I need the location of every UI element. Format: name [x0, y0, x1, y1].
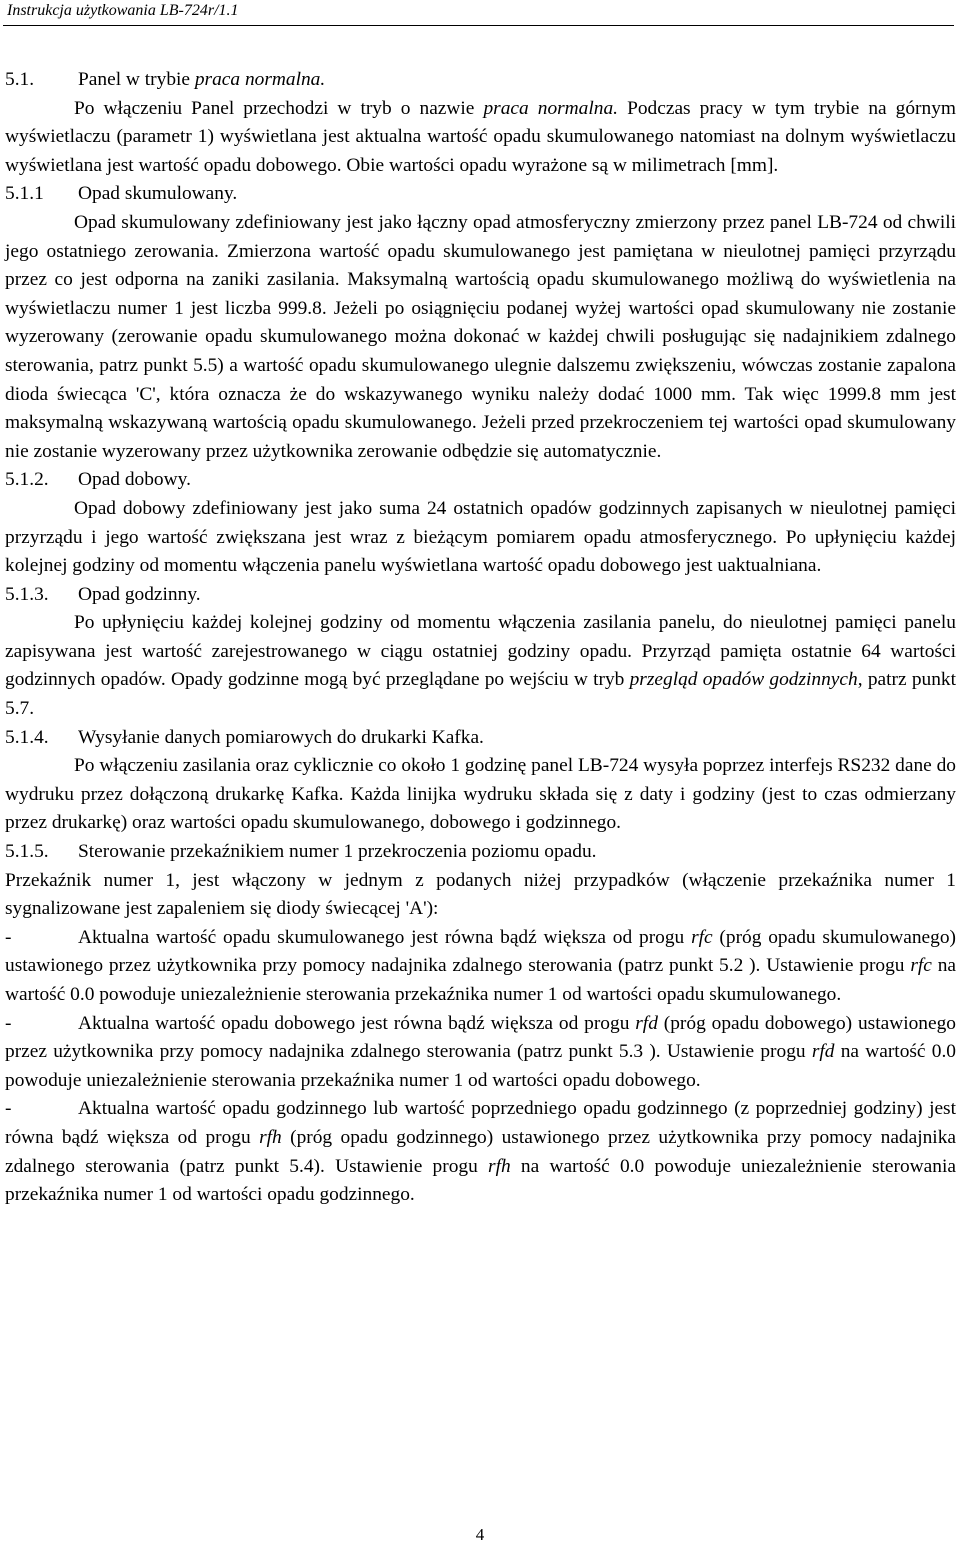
paragraph-5-1-3 — [5, 609, 956, 723]
paragraph-5-1-5-intro: Przekaźnik numer 1, jest włączony w jednym z podanych niżej przypadków (włączenie przekaźnika numer 1 sygnalizowane jest zapaleniem się diody świecącej 'A'): — [5, 869, 956, 920]
header-rule — [3, 25, 954, 26]
text-run: Po upłynięciu każdej kolejnej godziny od momentu włączenia zasilania panelu, do nieulotnej pamięci panelu zapisywana jest wartość zarejestrowanego w ciągu ostatniej godziny opadu. Przyrząd pamięta ostatnie 64 wartości godzinnych opadów. Opady godzinne mogą być przeglądane po wejściu w tryb — [5, 612, 956, 691]
heading-title: Wysyłanie danych pomiarowych do drukarki Kafka. — [78, 726, 484, 748]
threshold-name: rfd — [811, 1041, 835, 1063]
heading-5-1-5 — [5, 838, 956, 867]
heading-number: 5.1. — [5, 69, 35, 90]
list-dash: - — [5, 1098, 12, 1120]
list-dash: - — [5, 1012, 12, 1034]
heading-number: 5.1.4. — [5, 726, 49, 748]
threshold-name: rfd — [635, 1012, 658, 1034]
list-item-relay-condition-3 — [5, 1095, 956, 1209]
text-run: na wartość 0.0 powoduje uniezależnienie sterowania przekaźnika numer 1 od wartości opadu godzinnego. — [5, 1155, 956, 1206]
heading-title: Sterowanie przekaźnikiem numer 1 przekroczenia poziomu opadu. — [78, 841, 597, 863]
list-item-relay-condition-2 — [5, 1010, 956, 1096]
threshold-name: rfh — [488, 1155, 511, 1177]
heading-number: 5.1.5. — [5, 841, 49, 863]
text-run: (próg opadu skumulowanego) ustawionego przez użytkownika przy pomocy nadajnika zdalnego sterowania (patrz punkt 5.2 ). Ustawienie progu — [5, 926, 956, 977]
italic-run: praca normalna. — [483, 97, 619, 119]
text-run: Po włączeniu Panel przechodzi w tryb o nazwie — [74, 97, 484, 119]
list-item-relay-condition-1 — [5, 924, 956, 1010]
running-header: Instrukcja użytkowania LB-724r/1.1 — [7, 2, 239, 19]
page-number: 4 — [475, 1525, 485, 1544]
heading-title-italic: praca normalna. — [194, 69, 326, 90]
heading-5-1 — [5, 66, 956, 95]
text-run: Aktualna wartość opadu skumulowanego jest równa bądź większa od progu — [78, 926, 692, 948]
threshold-name: rfc — [691, 926, 713, 948]
heading-number: 5.1.1 — [5, 183, 44, 205]
text-run: Aktualna wartość opadu dobowego jest równa bądź większa od progu — [78, 1012, 636, 1034]
list-dash: - — [5, 926, 12, 948]
paragraph-5-1-1: Opad skumulowany zdefiniowany jest jako łączny opad atmosferyczny zmierzony przez panel LB-724 od chwili jego ostatniego zerowania. Zmierzona wartość opadu skumulowanego jest pamiętana w nieulotnej pamięci przyrządu przez co jest odporna na zaniki zasilania. Maksymalną wartością opadu skumulowanego możliwą do wyświetlenia na wyświetlaczu numer 1 jest liczba 999.8. Jeżeli po osiągnięciu podanej wyżej wartości opad skumulowany nie zostanie wyzerowany (zerowanie opadu skumulowanego można dokonać w każdej chwili posługując się nadajnikiem zdalnego sterowania, patrz punkt 5.5) a wartość opadu skumulowanego ulegnie dalszemu zwiększeniu, wówczas zostanie zapalona dioda świecąca 'C', która oznacza że do wskazywanego wyniku należy dodać 1000 mm. Tak więc 1999.8 mm jest maksymalną wskazywaną wartością opadu skumulowanego. Jeżeli przed przekroczeniem tej wartości opad skumulowany nie zostanie wyzerowany przez użytkownika zerowanie odbędzie się automatycznie. — [5, 211, 956, 462]
threshold-name: rfc — [910, 955, 932, 977]
heading-number: 5.1.3. — [5, 583, 49, 605]
italic-run: przegląd opadów godzinnych — [629, 669, 858, 691]
threshold-name: rfh — [259, 1126, 282, 1148]
text-run: Aktualna wartość opadu godzinnego lub wartość poprzedniego opadu godzinnego (z poprzedniej godziny) jest równa bądź większa od progu — [5, 1098, 956, 1148]
paragraph-5-1-4: Po włączeniu zasilania oraz cyklicznie co około 1 godzinę panel LB-724 wysyła poprzez interfejs RS232 dane do wydruku przez dołączoną drukarkę Kafka. Każda linijka wydruku składa się z daty i godziny (jest to czas odmierzany przez drukarkę) oraz wartości opadu skumulowanego, dobowego i godzinnego. — [5, 755, 956, 834]
heading-title: Opad dobowy. — [78, 469, 191, 491]
text-run: Podczas pracy w tym trybie na górnym wyświetlaczu (parametr 1) wyświetlana jest aktualna wartość opadu skumulowanego natomiast na dolnym wyświetlaczu wyświetlana jest wartość opadu dobowego. Obie wartości opadu wyrażone są w milimetrach [mm]. — [5, 97, 956, 176]
heading-title: Opad godzinny. — [78, 583, 201, 605]
text-run: (próg opadu godzinnego) ustawionego przez użytkownika przy pomocy nadajnika zdalnego sterowania (patrz punkt 5.4). Ustawienie progu — [5, 1126, 956, 1177]
heading-number: 5.1.2. — [5, 469, 49, 491]
text-run: (próg opadu dobowego) ustawionego przez użytkownika przy pomocy nadajnika zdalnego sterowania (patrz punkt 5.3 ). Ustawienie progu — [5, 1012, 956, 1063]
heading-5-1-4 — [5, 724, 956, 753]
heading-title: Panel w trybie — [78, 69, 195, 90]
paragraph-5-1-2: Opad dobowy zdefiniowany jest jako suma 24 ostatnich opadów godzinnych zapisanych w nieulotnej pamięci przyrządu i jego wartość zwiększana jest wraz z bieżącym pomiarem opadu atmosferycznego. Po upłynięciu każdej kolejnej godziny od momentu włączenia panelu wyświetlana wartość opadu dobowego jest uaktualniana. — [5, 497, 956, 577]
text-run: na wartość 0.0 powoduje uniezależnienie sterowania przekaźnika numer 1 od wartości opadu skumulowanego. — [5, 955, 956, 1005]
document-body — [5, 66, 956, 1210]
heading-5-1-3 — [5, 581, 956, 610]
text-run: , patrz punkt 5.7. — [5, 669, 956, 720]
heading-title: Opad skumulowany. — [78, 183, 238, 205]
heading-5-1-1 — [5, 180, 956, 209]
text-run: na wartość 0.0 powoduje uniezależnienie sterowania przekaźnika numer 1 od wartości opadu dobowego. — [5, 1041, 957, 1091]
paragraph-5-1 — [5, 95, 956, 181]
heading-5-1-2 — [5, 466, 956, 495]
